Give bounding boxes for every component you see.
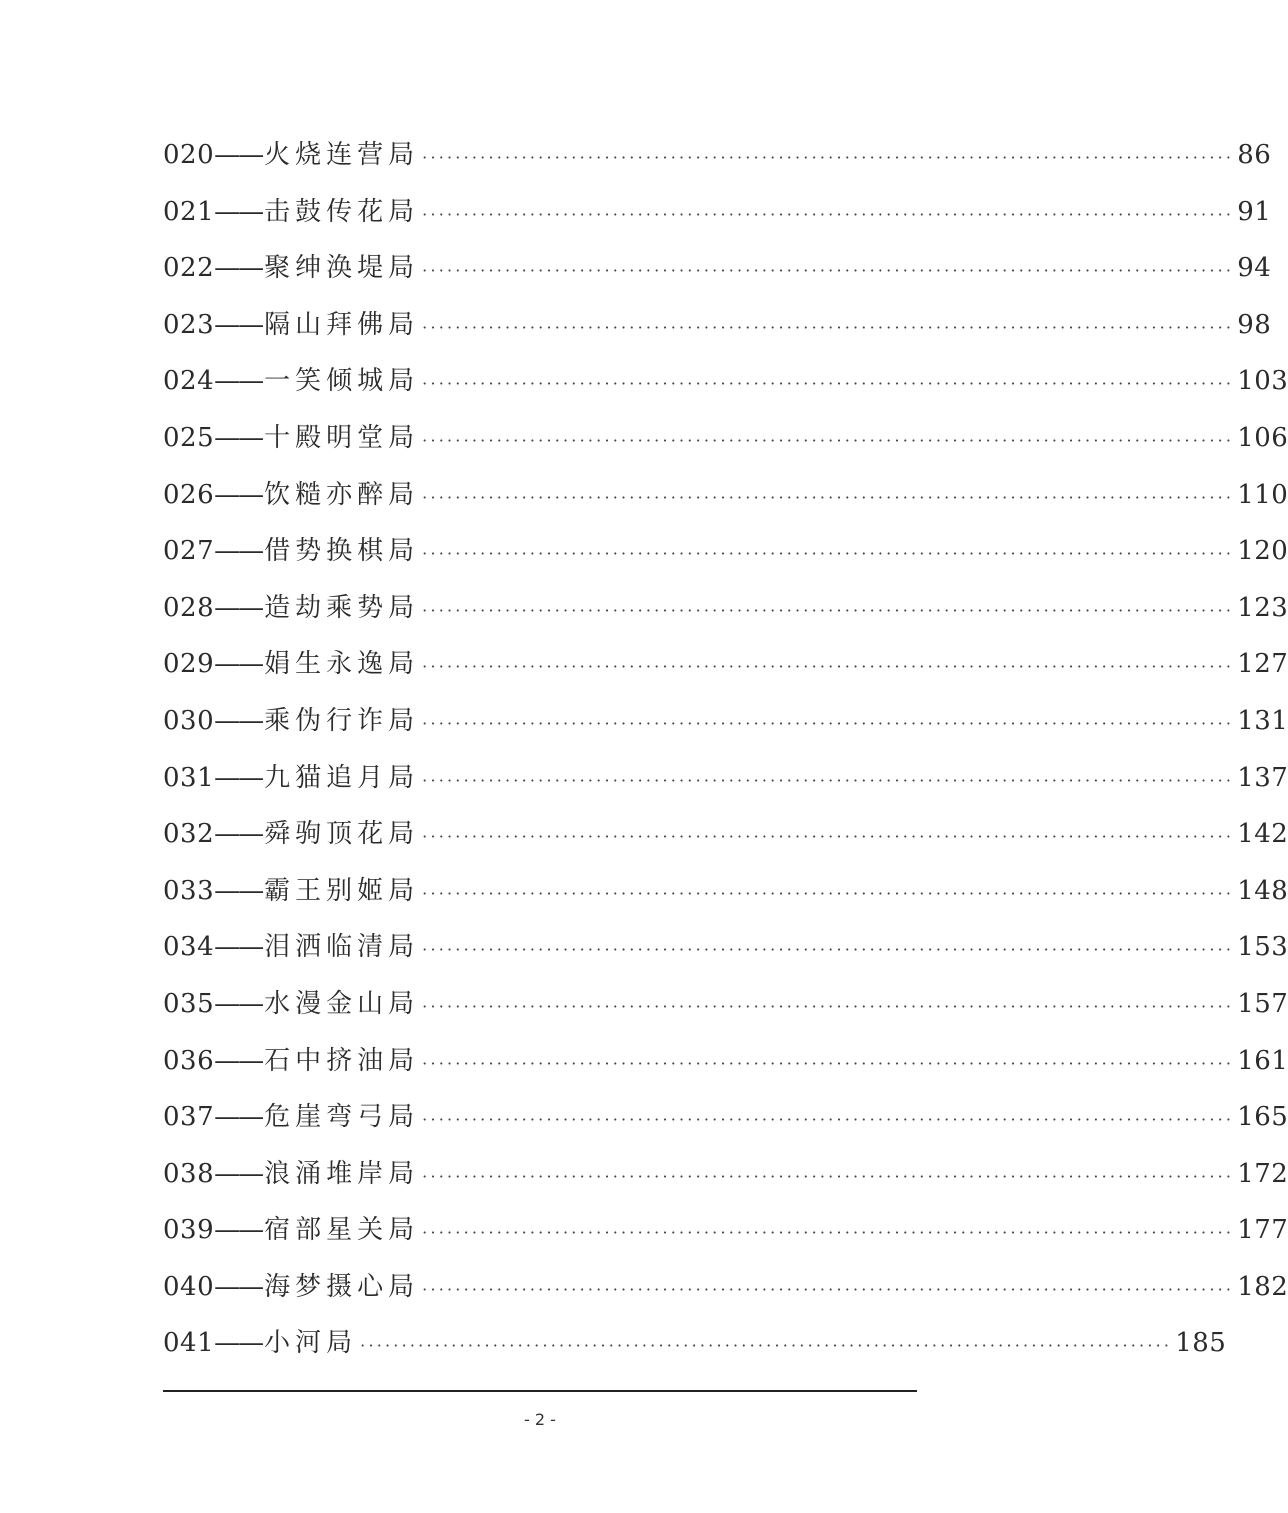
toc-entry-dash: —— (214, 479, 263, 510)
toc-entry-number: 031 (163, 762, 215, 793)
toc-entry-leader: ·································································································· (360, 1336, 1173, 1356)
toc-entry-page: 177 (1237, 1215, 1288, 1246)
toc-entry-title: 小河局 (264, 1328, 358, 1359)
toc-entry-number: 036 (163, 1045, 215, 1076)
toc-entry-page: 157 (1237, 988, 1288, 1019)
toc-entry-page: 148 (1237, 875, 1288, 906)
toc-entry-number: 037 (163, 1102, 215, 1133)
toc-entry-leader: ·································································································· (422, 940, 1235, 960)
toc-entry-leader: ·································································································· (422, 148, 1235, 167)
toc-entry-dash: —— (214, 762, 263, 793)
toc-entry-page: 172 (1237, 1158, 1288, 1189)
toc-entry[interactable] (163, 1202, 1288, 1259)
toc-entry-number: 034 (163, 932, 215, 963)
toc-entry-dash: —— (214, 1045, 263, 1076)
toc-entry-page: 185 (1175, 1328, 1227, 1359)
toc-entry[interactable] (163, 467, 1288, 524)
toc-entry-leader: ·································································································· (422, 713, 1235, 733)
toc-entry-title: 泪洒临清局 (264, 932, 420, 963)
toc-entry-number: 026 (163, 479, 215, 510)
toc-entry-title: 霸王别姬局 (264, 875, 420, 906)
toc-entry-title: 一笑倾城局 (264, 366, 420, 397)
toc-entry-number: 029 (163, 649, 215, 680)
toc-entry-title: 乘伪行诈局 (264, 705, 420, 736)
toc-entry[interactable] (163, 693, 1288, 750)
toc-entry-dash: —— (214, 592, 263, 623)
toc-entry-leader: ·································································································· (422, 770, 1235, 790)
toc-entry[interactable] (163, 240, 1272, 297)
toc-entry-title: 隔山拜佛局 (264, 309, 420, 340)
toc-entry-page: 91 (1237, 196, 1272, 227)
toc-entry-number: 032 (163, 819, 215, 850)
toc-entry-dash: —— (214, 1271, 263, 1302)
toc-entry-leader: ·································································································· (422, 1053, 1235, 1073)
toc-entry-dash: —— (214, 705, 263, 736)
toc-entry[interactable] (163, 1315, 1227, 1372)
toc-entry-page: 110 (1237, 479, 1288, 510)
toc-entry-dash: —— (214, 253, 263, 284)
toc-entry-page: 182 (1237, 1271, 1288, 1302)
toc-entry-leader: ·································································································· (422, 657, 1235, 677)
toc-entry-leader: ·································································································· (422, 261, 1235, 281)
toc-entry-page: 98 (1237, 309, 1272, 340)
toc-entry[interactable] (163, 580, 1288, 637)
toc-entry-leader: ·································································································· (422, 487, 1235, 507)
toc-entry-title: 聚绅涣堤局 (264, 253, 420, 284)
toc-entry-page: 153 (1237, 932, 1288, 963)
toc-entry-title: 水漫金山局 (264, 988, 420, 1019)
toc-entry-dash: —— (214, 366, 263, 397)
toc-entry[interactable] (163, 750, 1288, 807)
toc-entry-leader: ·································································································· (422, 430, 1235, 450)
toc-entry-title: 石中挤油局 (264, 1045, 420, 1076)
toc-entry-leader: ·································································································· (422, 827, 1235, 847)
toc-entry-dash: —— (214, 649, 263, 680)
toc-entry-dash: —— (214, 1328, 263, 1359)
toc-entry-number: 040 (163, 1271, 215, 1302)
table-of-contents (163, 127, 1288, 1372)
toc-entry-number: 035 (163, 988, 215, 1019)
toc-entry-page: 86 (1237, 140, 1272, 170)
toc-entry-number: 024 (163, 366, 215, 397)
toc-entry-leader: ·································································································· (422, 600, 1235, 620)
toc-entry-number: 028 (163, 592, 215, 623)
toc-entry-number: 020 (163, 140, 215, 170)
toc-entry[interactable] (163, 976, 1288, 1033)
toc-entry-page: 103 (1237, 366, 1288, 397)
toc-entry-dash: —— (214, 988, 263, 1019)
toc-entry[interactable] (163, 1259, 1288, 1316)
toc-entry-dash: —— (214, 422, 263, 453)
toc-entry[interactable] (163, 1033, 1288, 1090)
toc-entry-page: 142 (1237, 819, 1288, 850)
toc-entry-dash: —— (214, 536, 263, 567)
toc-entry-page: 123 (1237, 592, 1288, 623)
toc-entry-page: 165 (1237, 1102, 1288, 1133)
toc-entry-title: 九猫追月局 (264, 762, 420, 793)
toc-entry-leader: ·································································································· (422, 996, 1235, 1016)
toc-entry[interactable] (163, 806, 1288, 863)
toc-entry-number: 027 (163, 536, 215, 567)
toc-entry-dash: —— (214, 875, 263, 906)
toc-entry-number: 039 (163, 1215, 215, 1246)
toc-entry-title: 十殿明堂局 (264, 422, 420, 453)
toc-entry[interactable] (163, 1146, 1288, 1203)
toc-entry-leader: ·································································································· (422, 317, 1235, 337)
toc-entry[interactable] (163, 1089, 1288, 1146)
toc-entry-dash: —— (214, 1158, 263, 1189)
toc-entry-title: 造劫乘势局 (264, 592, 420, 623)
toc-entry-dash: —— (214, 309, 263, 340)
toc-entry-leader: ·································································································· (422, 1110, 1235, 1130)
toc-entry-title: 娟生永逸局 (264, 649, 420, 680)
toc-entry-title: 浪涌堆岸局 (264, 1158, 420, 1189)
toc-entry[interactable] (163, 636, 1288, 693)
toc-entry-leader: ·································································································· (422, 1279, 1235, 1299)
toc-entry-leader: ·································································································· (422, 204, 1235, 224)
toc-entry-dash: —— (214, 819, 263, 850)
toc-entry-number: 038 (163, 1158, 215, 1189)
toc-entry-page: 94 (1237, 253, 1272, 284)
toc-entry-number: 022 (163, 253, 215, 284)
toc-entry-page: 106 (1237, 422, 1288, 453)
toc-entry-number: 033 (163, 875, 215, 906)
toc-entry-dash: —— (214, 1215, 263, 1246)
toc-entry-number: 021 (163, 196, 215, 227)
toc-entry[interactable] (163, 127, 1272, 184)
toc-entry-page: 161 (1237, 1045, 1288, 1076)
toc-entry-number: 023 (163, 309, 215, 340)
toc-entry-title: 宿部星关局 (264, 1215, 420, 1246)
toc-entry-page: 120 (1237, 536, 1288, 567)
toc-entry-title: 火烧连营局 (264, 140, 420, 170)
toc-entry-dash: —— (214, 196, 263, 227)
toc-entry-title: 海梦摄心局 (264, 1271, 420, 1302)
toc-entry[interactable] (163, 410, 1288, 467)
footer-divider (163, 1390, 917, 1392)
toc-entry-title: 击鼓传花局 (264, 196, 420, 227)
toc-entry-page: 131 (1237, 705, 1288, 736)
toc-entry-number: 025 (163, 422, 215, 453)
toc-entry-dash: —— (214, 140, 263, 170)
toc-entry[interactable] (163, 523, 1288, 580)
page-number: - 2 - (524, 1410, 556, 1429)
toc-entry[interactable] (163, 919, 1288, 976)
toc-entry-title: 舜驹顶花局 (264, 819, 420, 850)
toc-entry-leader: ·································································································· (422, 544, 1235, 564)
toc-entry-leader: ·································································································· (422, 1223, 1235, 1243)
toc-entry-leader: ·································································································· (422, 1166, 1235, 1186)
toc-entry-number: 030 (163, 705, 215, 736)
toc-entry[interactable] (163, 184, 1272, 241)
toc-entry[interactable] (163, 863, 1288, 920)
toc-entry-title: 饮糙亦醉局 (264, 479, 420, 510)
toc-entry-page: 127 (1237, 649, 1288, 680)
toc-entry-title: 危崖弯弓局 (264, 1102, 420, 1133)
toc-entry-leader: ·································································································· (422, 883, 1235, 903)
toc-entry[interactable] (163, 353, 1288, 410)
toc-entry-dash: —— (214, 1102, 263, 1133)
toc-entry[interactable] (163, 297, 1272, 354)
toc-entry-number: 041 (163, 1328, 215, 1359)
toc-entry-dash: —— (214, 932, 263, 963)
toc-entry-leader: ·································································································· (422, 374, 1235, 394)
toc-entry-title: 借势换棋局 (264, 536, 420, 567)
toc-entry-page: 137 (1237, 762, 1288, 793)
